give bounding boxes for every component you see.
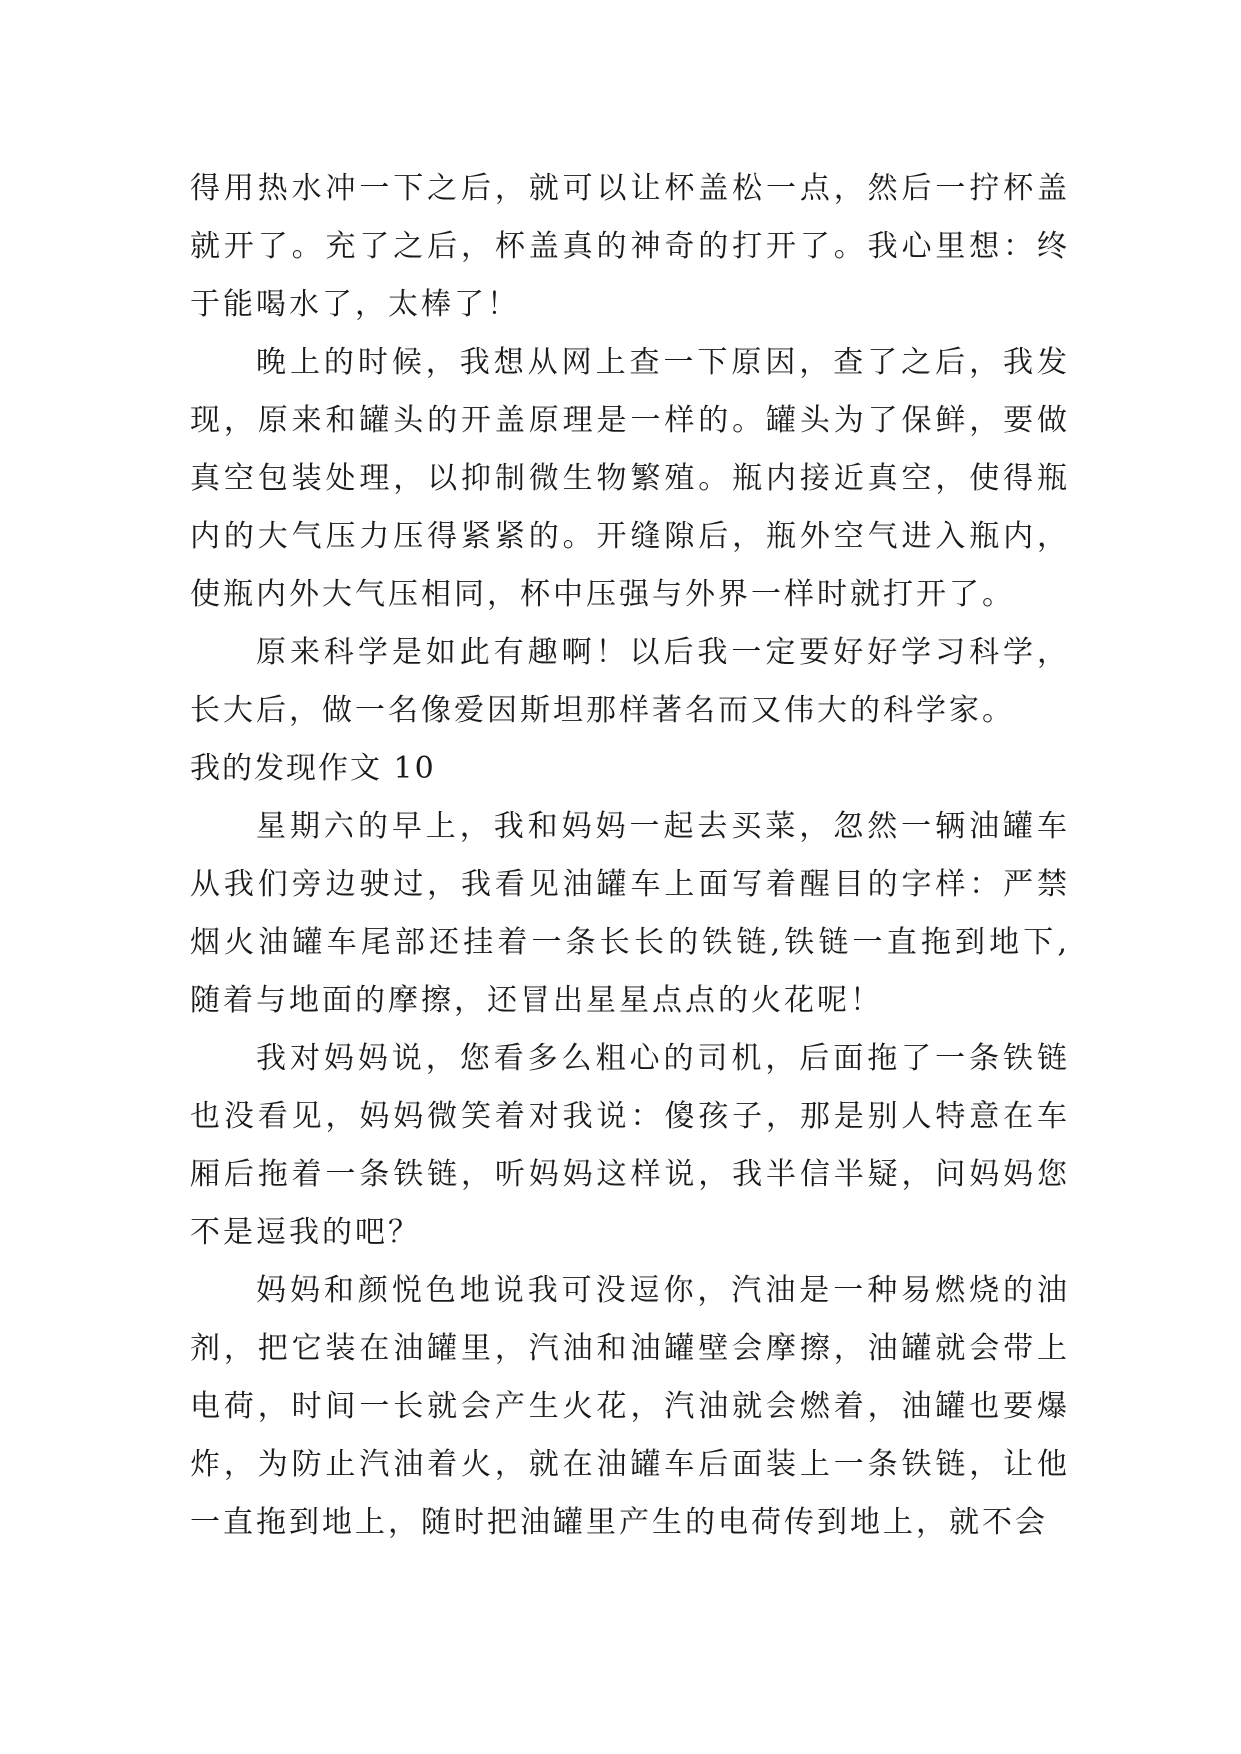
section-title: 我的发现作文 10 bbox=[190, 751, 436, 786]
paragraph-1: 得用热水冲一下之后，就可以让杯盖松一点，然后一拧杯盖就开了。充了之后，杯盖真的神奇的打开了。我心里想：终于能喝水了，太棒了！ bbox=[190, 171, 1070, 322]
paragraph-2: 晚上的时候，我想从网上查一下原因，查了之后，我发现，原来和罐头的开盖原理是一样的。罐头为了保鲜，要做真空包装处理，以抑制微生物繁殖。瓶内接近真空，使得瓶内的大气压力压得紧紧的。开缝隙后，瓶外空气进入瓶内，使瓶内外大气压相同，杯中压强与外界一样时就打开了。 bbox=[190, 345, 1070, 612]
paragraph-3: 原来科学是如此有趣啊！以后我一定要好好学习科学，长大后，做一名像爱因斯坦那样著名而又伟大的科学家。 bbox=[190, 635, 1070, 728]
paragraph-4: 星期六的早上，我和妈妈一起去买菜，忽然一辆油罐车从我们旁边驶过，我看见油罐车上面写着醒目的字样：严禁烟火油罐车尾部还挂着一条长长的铁链,铁链一直拖到地下,随着与地面的摩擦，还冒出星星点点的火花呢！ bbox=[190, 809, 1070, 1018]
paragraph-5: 我对妈妈说，您看多么粗心的司机，后面拖了一条铁链也没看见，妈妈微笑着对我说：傻孩子，那是别人特意在车厢后拖着一条铁链，听妈妈这样说，我半信半疑，问妈妈您不是逗我的吧？ bbox=[190, 1041, 1070, 1250]
document-body bbox=[190, 160, 1070, 1552]
paragraph-6: 妈妈和颜悦色地说我可没逗你，汽油是一种易燃烧的油剂，把它装在油罐里，汽油和油罐壁会摩擦，油罐就会带上电荷，时间一长就会产生火花，汽油就会燃着，油罐也要爆炸，为防止汽油着火，就在油罐车后面装上一条铁链，让他一直拖到地上，随时把油罐里产生的电荷传到地上，就不会 bbox=[190, 1273, 1070, 1540]
